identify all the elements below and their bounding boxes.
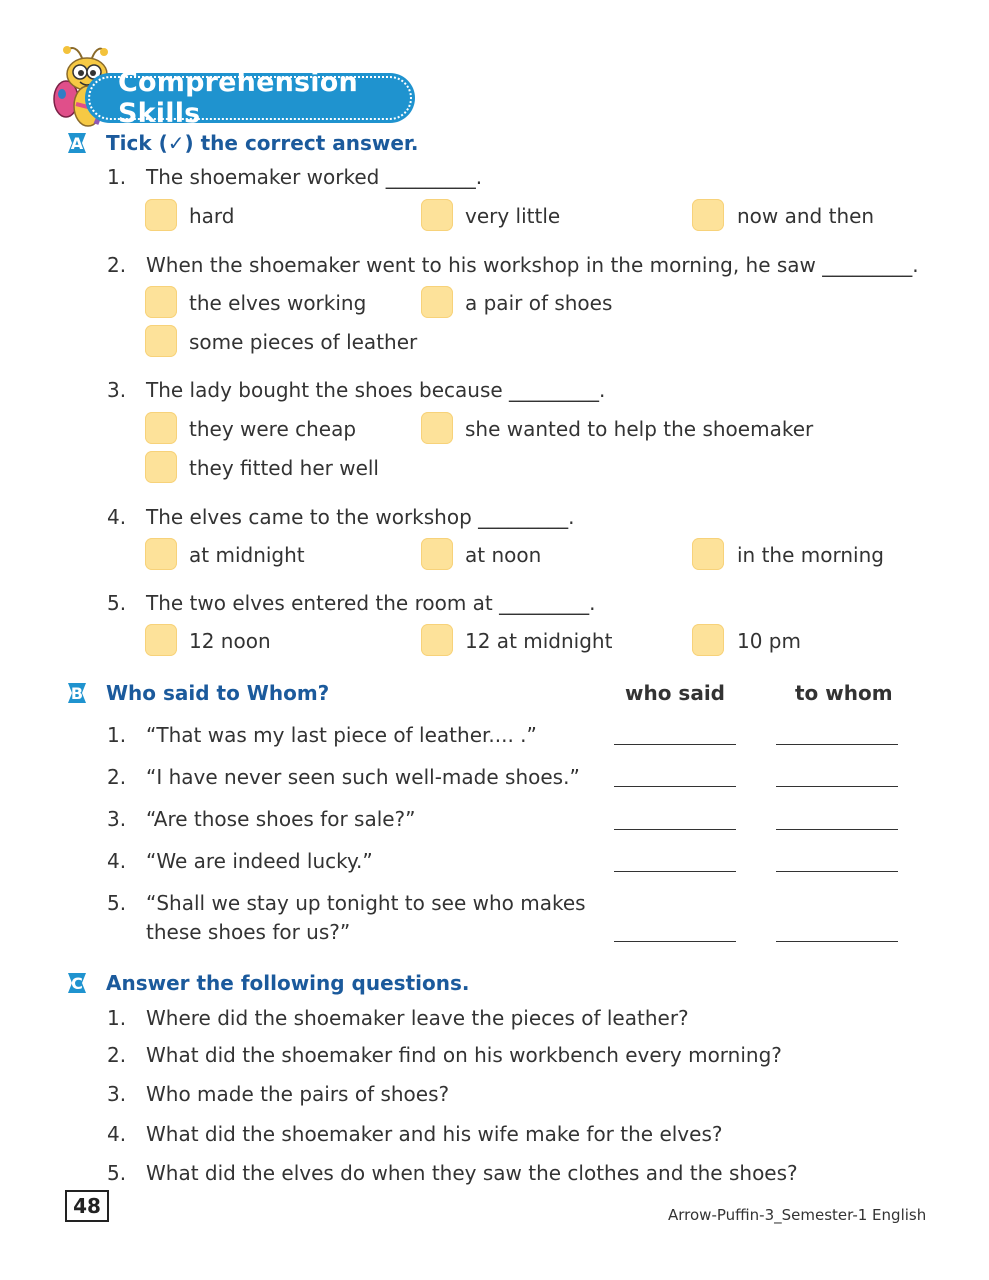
answer-checkbox[interactable] [145, 624, 177, 656]
option-label: they fitted her well [189, 456, 379, 480]
question-text: Where did the shoemaker leave the pieces of leather? [146, 1006, 689, 1030]
answer-blank[interactable] [614, 871, 736, 872]
option-label: hard [189, 204, 235, 228]
question-number: 4. [107, 1122, 127, 1146]
answer-checkbox[interactable] [692, 624, 724, 656]
question-number: 5. [107, 1161, 127, 1185]
answer-checkbox[interactable] [421, 412, 453, 444]
option-label: 10 pm [737, 629, 801, 653]
section-instruction: Answer the following questions. [106, 971, 470, 995]
column-header-who-said: who said [625, 681, 725, 705]
option-label: a pair of shoes [465, 291, 613, 315]
question-number: 5. [107, 591, 127, 615]
quote-text-continued: these shoes for us?” [146, 920, 351, 944]
answer-blank[interactable] [776, 941, 898, 942]
question-number: 2. [107, 253, 127, 277]
option-label: very little [465, 204, 561, 228]
question-number: 1. [107, 1006, 127, 1030]
answer-blank[interactable] [776, 871, 898, 872]
answer-checkbox[interactable] [692, 199, 724, 231]
question-number: 3. [107, 1082, 127, 1106]
question-number: 2. [107, 1043, 127, 1067]
section-badge-icon [64, 681, 90, 705]
item-number: 2. [107, 765, 127, 789]
question-text: The two elves entered the room at _________. [146, 591, 596, 615]
question-text: The lady bought the shoes because _________. [146, 378, 606, 402]
item-number: 4. [107, 849, 127, 873]
option-label: at noon [465, 543, 542, 567]
page-number: 48 [65, 1190, 109, 1222]
question-text: What did the shoemaker and his wife make for the elves? [146, 1122, 723, 1146]
option-label: 12 at midnight [465, 629, 613, 653]
question-text: When the shoemaker went to his workshop in the morning, he saw _________. [146, 253, 919, 277]
option-label: now and then [737, 204, 875, 228]
page-title: Comprehension Skills [118, 67, 358, 129]
question-text: The shoemaker worked _________. [146, 165, 483, 189]
option-label: she wanted to help the shoemaker [465, 417, 814, 441]
answer-checkbox[interactable] [421, 624, 453, 656]
option-label: they were cheap [189, 417, 357, 441]
answer-blank[interactable] [776, 829, 898, 830]
answer-blank[interactable] [614, 829, 736, 830]
item-number: 3. [107, 807, 127, 831]
answer-checkbox[interactable] [145, 325, 177, 357]
option-label: at midnight [189, 543, 305, 567]
answer-checkbox[interactable] [145, 451, 177, 483]
question-text: The elves came to the workshop _________. [146, 505, 575, 529]
column-header-to-whom: to whom [795, 681, 893, 705]
answer-checkbox[interactable] [421, 286, 453, 318]
section-letter: C [71, 973, 83, 993]
section-instruction: Tick (✓) the correct answer. [106, 131, 419, 155]
quote-text: “We are indeed lucky.” [146, 849, 373, 873]
option-label: the elves working [189, 291, 367, 315]
answer-checkbox[interactable] [421, 538, 453, 570]
quote-text: “That was my last piece of leather.... .” [146, 723, 537, 747]
section-banner [88, 67, 412, 129]
answer-blank[interactable] [776, 786, 898, 787]
option-label: some pieces of leather [189, 330, 418, 354]
section-badge-icon [64, 971, 90, 995]
answer-blank[interactable] [614, 744, 736, 745]
question-text: What did the shoemaker find on his workbench every morning? [146, 1043, 782, 1067]
option-label: 12 noon [189, 629, 271, 653]
question-text: Who made the pairs of shoes? [146, 1082, 450, 1106]
quote-text: “Shall we stay up tonight to see who makes [146, 891, 586, 915]
question-text: What did the elves do when they saw the clothes and the shoes? [146, 1161, 798, 1185]
item-number: 5. [107, 891, 127, 915]
item-number: 1. [107, 723, 127, 747]
book-title: Arrow-Puffin-3_Semester-1 English [668, 1206, 927, 1224]
option-label: in the morning [737, 543, 884, 567]
section-badge-icon [64, 131, 90, 155]
quote-text: “I have never seen such well-made shoes.” [146, 765, 580, 789]
answer-checkbox[interactable] [421, 199, 453, 231]
question-number: 3. [107, 378, 127, 402]
answer-checkbox[interactable] [145, 286, 177, 318]
section-letter: B [70, 683, 84, 703]
answer-checkbox[interactable] [145, 412, 177, 444]
quote-text: “Are those shoes for sale?” [146, 807, 416, 831]
answer-checkbox[interactable] [145, 199, 177, 231]
answer-blank[interactable] [776, 744, 898, 745]
section-instruction: Who said to Whom? [106, 681, 330, 705]
question-number: 1. [107, 165, 127, 189]
question-number: 4. [107, 505, 127, 529]
answer-blank[interactable] [614, 941, 736, 942]
answer-blank[interactable] [614, 786, 736, 787]
answer-checkbox[interactable] [692, 538, 724, 570]
answer-checkbox[interactable] [145, 538, 177, 570]
section-letter: A [70, 133, 84, 153]
